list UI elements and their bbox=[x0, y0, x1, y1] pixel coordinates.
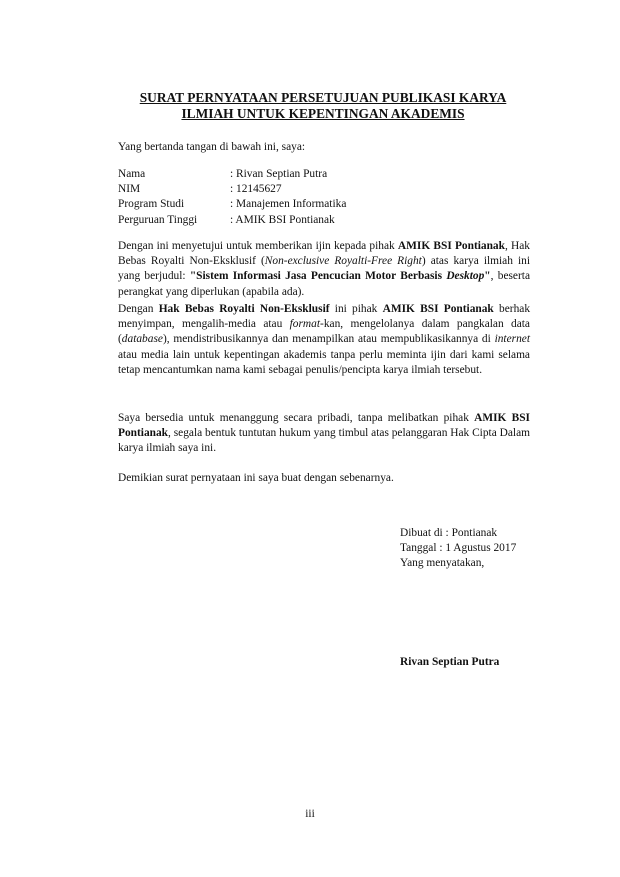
text: , Hak Bebas Royalti Non-Eksklusif ( bbox=[118, 240, 530, 268]
license-term: Non-exclusive Royalti-Free Right bbox=[264, 255, 422, 268]
thesis-title-end: " bbox=[484, 270, 491, 283]
paragraph-liability bbox=[118, 411, 530, 457]
identity-row-name bbox=[118, 167, 346, 182]
identity-label: Perguruan Tinggi bbox=[118, 213, 198, 226]
identity-label: NIM bbox=[118, 183, 141, 196]
institution-name: AMIK BSI Pontianak bbox=[397, 240, 505, 252]
paragraph-consent bbox=[118, 239, 530, 300]
text: atau media lain untuk kepentingan akademis tanpa perlu meminta ijin dari kami selama tetap mencantumkan nama kami sebagai penulis/pencipta karya ilmiah tersebut. bbox=[118, 348, 530, 376]
signature-statement: Yang menyatakan, bbox=[400, 557, 485, 570]
institution-name: AMIK BSI Pontianak bbox=[118, 412, 530, 440]
identity-row-university bbox=[118, 213, 346, 228]
license-name: Hak Bebas Royalti Non-Eksklusif bbox=[158, 303, 330, 315]
intro-text: Yang bertanda tangan di bawah ini, saya: bbox=[118, 141, 306, 153]
signature-block bbox=[400, 526, 516, 572]
identity-row-program bbox=[118, 197, 346, 212]
signature-place: Dibuat di : Pontianak bbox=[400, 527, 498, 539]
term-internet: internet bbox=[494, 333, 530, 346]
text: ), mendistribusikannya dan menampilkan atau mempublikasikannya di bbox=[162, 333, 495, 346]
identity-value: : AMIK BSI Pontianak bbox=[230, 213, 335, 226]
document-title bbox=[100, 90, 546, 122]
signer-name: Rivan Septian Putra bbox=[400, 656, 500, 668]
text: ) atas karya ilmiah ini yang berjudul: bbox=[118, 255, 530, 283]
text: Dengan bbox=[118, 303, 159, 315]
term-database: database bbox=[121, 333, 163, 346]
identity-label: Nama bbox=[118, 168, 146, 180]
text: berhak menyimpan, mengalih-media atau bbox=[118, 303, 531, 331]
identity-label: Program Studi bbox=[118, 198, 185, 211]
text: ini pihak bbox=[329, 303, 383, 315]
institution-name: AMIK BSI Pontianak bbox=[382, 303, 494, 315]
signature-date: Tanggal : 1 Agustus 2017 bbox=[400, 542, 517, 555]
text: , segala bentuk tuntutan hukum yang timbul atas pelanggaran Hak Cipta Dalam karya ilmiah saya ini. bbox=[118, 427, 530, 455]
paragraph-rights bbox=[118, 302, 530, 378]
text: Dengan ini menyetujui untuk memberikan ijin kepada pihak bbox=[118, 240, 398, 252]
term-format: format bbox=[289, 318, 321, 331]
identity-value: : Manajemen Informatika bbox=[230, 198, 347, 211]
text: Saya bersedia untuk menanggung secara pribadi, tanpa melibatkan pihak bbox=[118, 412, 475, 424]
text: -kan, mengelolanya dalam pangkalan data ( bbox=[118, 318, 530, 346]
identity-table bbox=[118, 167, 346, 228]
identity-row-nim bbox=[118, 182, 346, 197]
title-line-1: SURAT PERNYATAAN PERSETUJUAN PUBLIKASI KARYA bbox=[139, 90, 507, 105]
identity-value: : 12145627 bbox=[230, 183, 282, 196]
title-line-2: ILMIAH UNTUK KEPENTINGAN AKADEMIS bbox=[181, 106, 465, 121]
text: , beserta perangkat yang diperlukan (apabila ada). bbox=[118, 270, 530, 298]
page-number: iii bbox=[305, 808, 315, 820]
thesis-title: "Sistem Informasi Jasa Pencucian Motor Berbasis bbox=[189, 270, 447, 283]
thesis-title-italic: Desktop bbox=[446, 270, 485, 283]
identity-value: : Rivan Septian Putra bbox=[230, 168, 328, 180]
paragraph-closing: Demikian surat pernyataan ini saya buat dengan sebenarnya. bbox=[118, 472, 394, 484]
